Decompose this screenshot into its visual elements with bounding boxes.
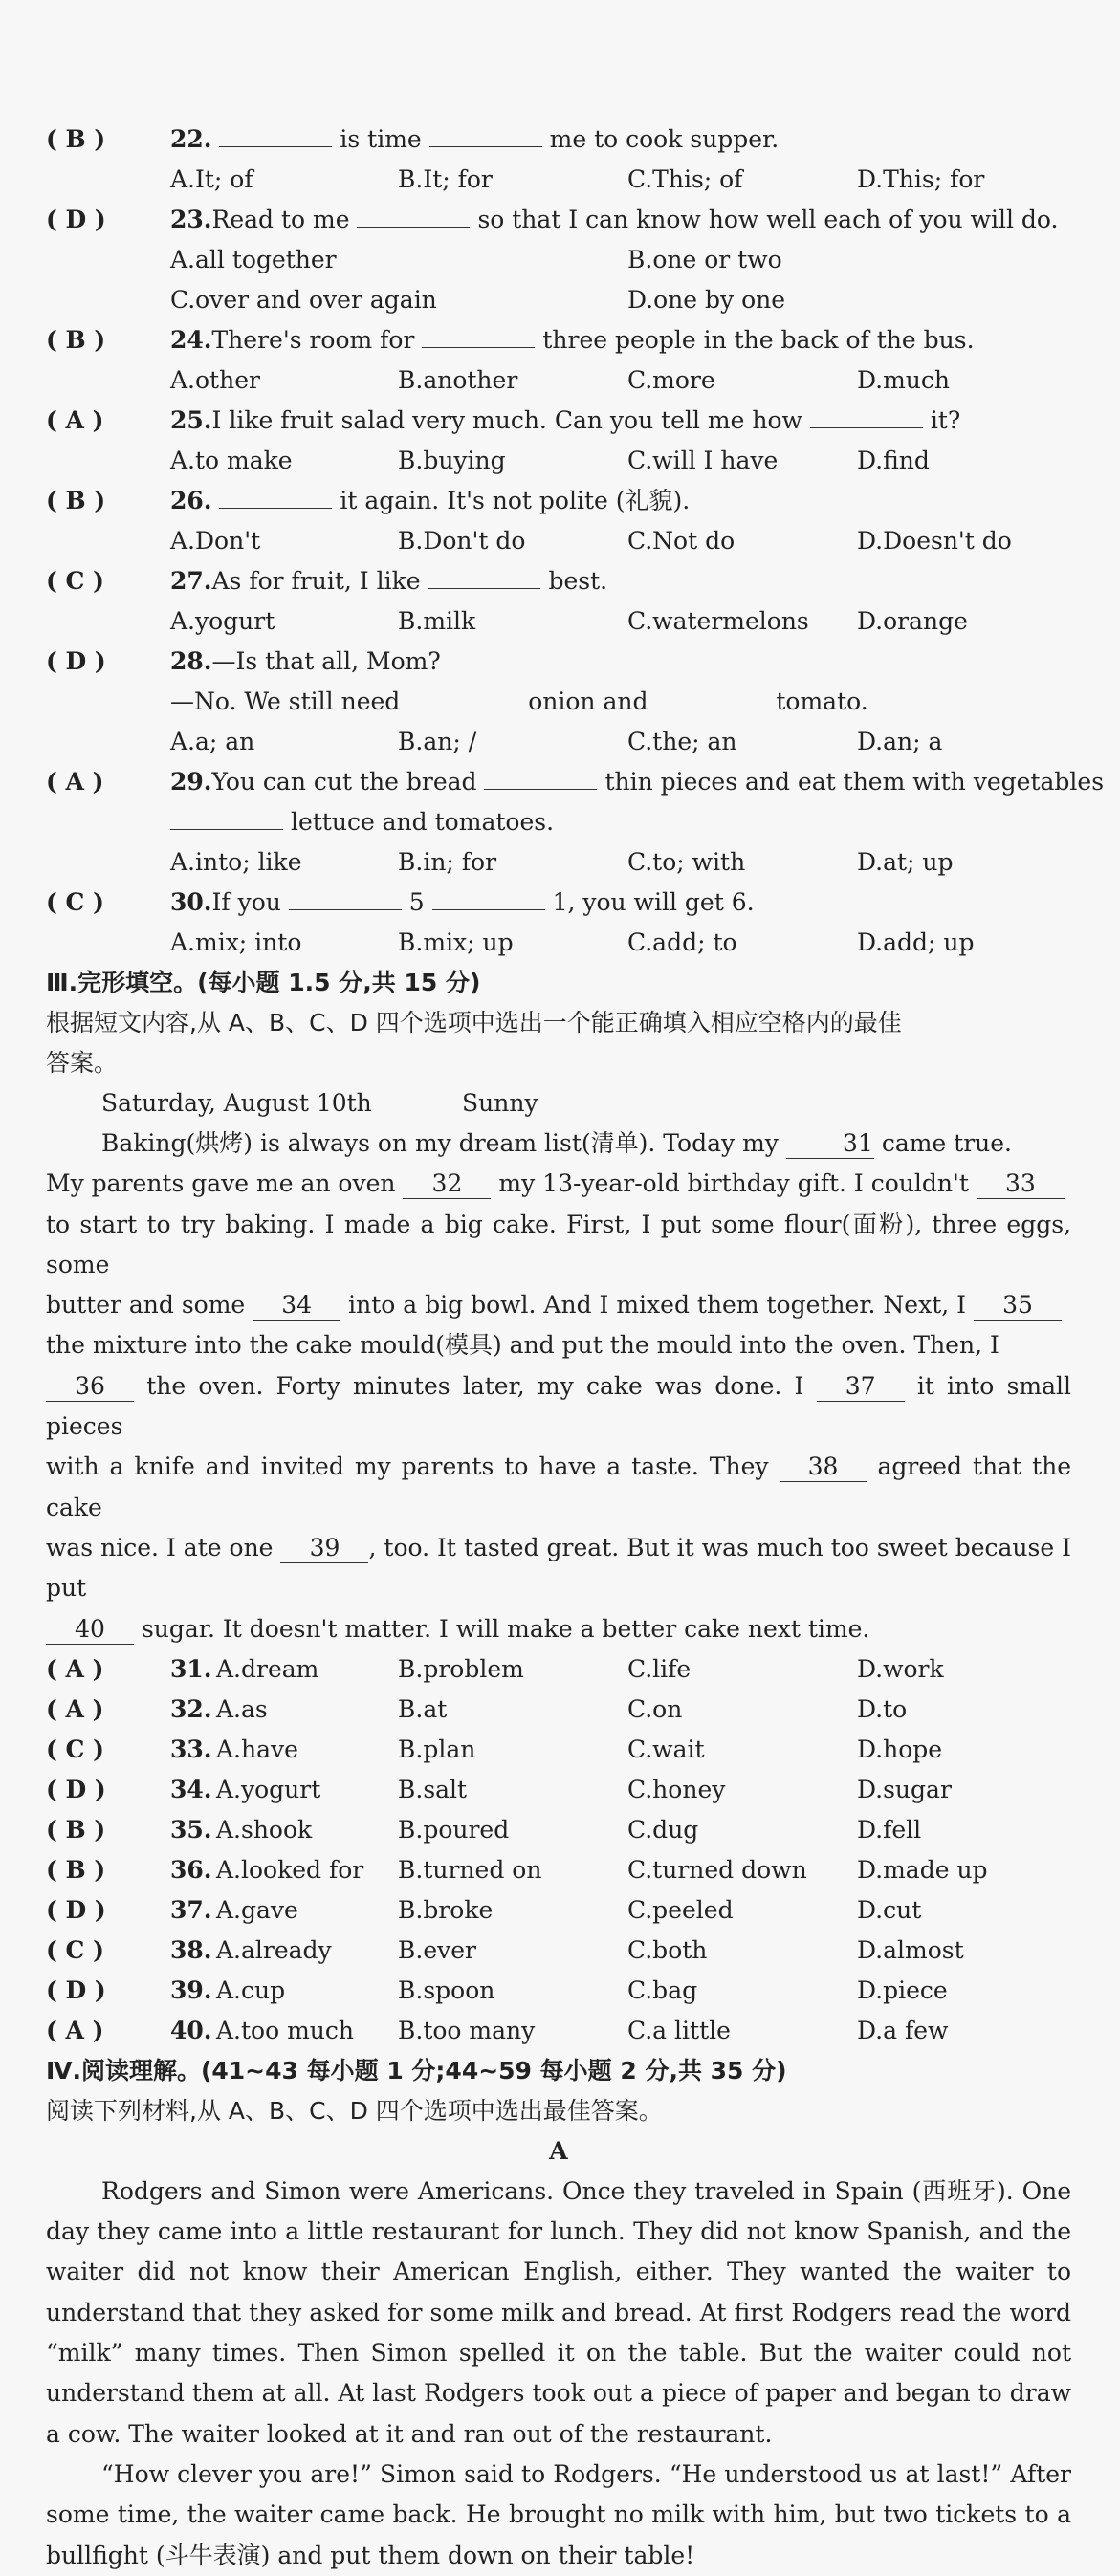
option-d: D.an; a — [857, 728, 943, 755]
options-28 — [46, 722, 1071, 762]
option-d: D.to — [857, 1694, 908, 1723]
option-c: C.over and over again — [170, 286, 437, 314]
option-a: A.yogurt — [216, 1775, 321, 1803]
cloze-blank: 35 — [974, 1291, 1062, 1321]
option-d: D.made up — [857, 1855, 988, 1884]
answer-mark: ( C ) — [46, 888, 104, 916]
section-3-instruction: 根据短文内容,从 A、B、C、D 四个选项中选出一个能正确填入相应空格内的最佳 — [46, 1009, 902, 1037]
answer-mark: ( A ) — [46, 1654, 104, 1683]
option-c: C.on — [627, 1694, 683, 1723]
stem-text: lettuce and tomatoes. — [290, 808, 555, 836]
blank — [170, 804, 283, 830]
option-a: A.shook — [216, 1815, 313, 1844]
option-c: C.watermelons — [627, 607, 809, 635]
stem-text: tomato. — [776, 688, 868, 715]
option-b: B.poured — [398, 1815, 510, 1844]
cloze-blank: 37 — [817, 1372, 905, 1402]
question-number: 28. — [170, 647, 212, 675]
option-a: A.have — [216, 1735, 298, 1763]
answer-mark: ( A ) — [46, 768, 104, 796]
cloze-question-35 — [46, 1810, 1071, 1850]
answer-mark: ( B ) — [46, 1855, 106, 1884]
option-c: C.wait — [627, 1735, 705, 1763]
question-28-line2 — [46, 682, 1071, 722]
option-a: A.looked for — [216, 1855, 364, 1884]
answer-mark: ( B ) — [46, 1815, 106, 1844]
stem-text: thin pieces and eat them with vegetables — [604, 768, 1105, 796]
option-a: A.cup — [216, 1976, 286, 2004]
cloze-options — [46, 1649, 1071, 2051]
question-25 — [46, 401, 1071, 441]
blank — [289, 884, 402, 910]
options-29 — [46, 842, 1071, 883]
question-number: 37. — [170, 1895, 212, 1924]
answer-mark: ( B ) — [46, 326, 106, 354]
options-27 — [46, 601, 1071, 642]
options-24 — [46, 360, 1071, 401]
stem-text: it again. It's not polite (礼貌). — [340, 487, 691, 514]
option-d: D.a few — [857, 2016, 949, 2044]
option-c: C.peeled — [627, 1895, 734, 1924]
option-a: A.gave — [216, 1895, 298, 1924]
question-number: 34. — [170, 1775, 212, 1803]
option-b: B.spoon — [398, 1976, 495, 2004]
stem-text: I like fruit salad very much. Can you tell me how — [211, 406, 802, 434]
options-22 — [46, 160, 1071, 200]
stem-text: is time — [340, 125, 422, 153]
option-d: D.cut — [857, 1895, 922, 1924]
answer-mark: ( D ) — [46, 1895, 106, 1924]
cloze-line: Baking(烘烤) is always on my dream list(清单). Today my 31 came true. — [101, 1129, 1013, 1157]
answer-mark: ( B ) — [46, 125, 106, 153]
blank — [219, 121, 332, 147]
question-22 — [46, 120, 1071, 160]
option-a: A.mix; into — [170, 928, 302, 956]
option-a: A.all together — [170, 246, 337, 273]
question-number: 23. — [170, 206, 212, 233]
option-d: D.work — [857, 1654, 944, 1683]
stem-text: As for fruit, I like — [211, 567, 421, 595]
section-3-title: Ⅲ.完形填空。(每小题 1.5 分,共 15 分) — [46, 969, 481, 996]
option-a: A.dream — [216, 1654, 319, 1683]
question-29-line2 — [46, 802, 1071, 842]
blank — [432, 884, 545, 910]
option-c: C.bag — [627, 1976, 698, 2004]
option-c: C.a little — [627, 2016, 731, 2044]
option-b: B.at — [398, 1694, 448, 1723]
answer-mark: ( D ) — [46, 1775, 106, 1803]
option-a: A.too much — [216, 2016, 355, 2044]
option-d: D.This; for — [857, 165, 985, 193]
option-b: B.Don't do — [398, 527, 526, 555]
option-d: D.one by one — [627, 286, 786, 314]
stem-text: There's room for — [211, 326, 415, 354]
stem-text: 1, you will get 6. — [552, 888, 755, 916]
question-number: 27. — [170, 567, 212, 595]
option-d: D.orange — [857, 607, 968, 635]
option-b: B.salt — [398, 1775, 468, 1803]
stem-text: it? — [930, 406, 961, 434]
option-b: B.milk — [398, 607, 476, 635]
option-b: B.plan — [398, 1735, 476, 1763]
cloze-line: 36 the oven. Forty minutes later, my cake was done. I 37 it into small pieces — [46, 1371, 1072, 1441]
stem-text: best. — [548, 567, 608, 595]
options-23-row1 — [46, 240, 1071, 280]
option-c: C.will I have — [627, 447, 779, 474]
option-c: C.Not do — [627, 527, 736, 555]
option-b: B.too many — [398, 2016, 536, 2044]
stem-text: me to cook supper. — [549, 125, 780, 153]
question-29 — [46, 762, 1105, 802]
option-c: C.the; an — [627, 728, 737, 755]
question-number: 39. — [170, 1976, 212, 2004]
cloze-blank: 33 — [977, 1169, 1065, 1199]
section-4-instruction: 阅读下列材料,从 A、B、C、D 四个选项中选出最佳答案。 — [46, 2096, 663, 2125]
question-number: 22. — [170, 125, 212, 153]
cloze-line: with a knife and invited my parents to have a taste. They 38 agreed that the cake — [46, 1452, 1072, 1521]
paragraph-1: Rodgers and Simon were Americans. Once they traveled in Spain (西班牙). One day they came into a little restaurant for lunch. They did not know Spanish, and the waiter did not know their American English, either. They wanted the waiter to understand that they asked for some milk and bread. At first Rodgers read the word “milk” many times. Then Simon spelled it on the table. But the waiter could not understand them at all. At last Rodgers took out a piece of paper and began to draw a cow. The waiter looked at it and ran out of the restaurant. — [46, 2176, 1071, 2448]
answer-mark: ( A ) — [46, 1694, 104, 1723]
cloze-blank: 38 — [780, 1452, 867, 1482]
question-number: 33. — [170, 1735, 212, 1763]
cloze-passage — [46, 1124, 1071, 1649]
option-d: D.Doesn't do — [857, 527, 1012, 555]
option-a: A.other — [170, 366, 260, 394]
cloze-blank: 39 — [280, 1534, 368, 1563]
cloze-line: was nice. I ate one 39 , too. It tasted great. But it was much too sweet because I put — [46, 1533, 1071, 1603]
option-b: B.It; for — [398, 165, 493, 193]
option-c: C.life — [627, 1654, 692, 1683]
cloze-question-36 — [46, 1850, 1071, 1890]
cloze-line: butter and some 34 into a big bowl. And I mixed them together. Next, I 35 — [46, 1285, 1071, 1325]
answer-mark: ( A ) — [46, 406, 104, 434]
option-c: C.turned down — [627, 1855, 807, 1884]
reading-passage — [46, 2172, 1071, 2576]
question-number: 36. — [170, 1855, 212, 1884]
option-b: B.turned on — [398, 1855, 542, 1884]
stem-text: —No. We still need — [170, 688, 401, 715]
paragraph-2: “How clever you are!” Simon said to Rodgers. “He understood us at last!” After some time, the waiter came back. He brought no milk with him, but two tickets to a bullfight (斗牛表演) and put them down on their table! — [46, 2459, 1071, 2569]
question-number: 40. — [170, 2016, 212, 2044]
answer-mark: ( C ) — [46, 1735, 104, 1763]
option-c: C.dug — [627, 1815, 699, 1844]
question-number: 25. — [170, 406, 212, 434]
passage-heading: A — [549, 2136, 568, 2165]
option-a: A.as — [216, 1694, 268, 1723]
cloze-blank: 32 — [403, 1169, 491, 1199]
option-a: A.already — [216, 1935, 332, 1964]
option-d: D.fell — [857, 1815, 922, 1844]
option-b: B.broke — [398, 1895, 494, 1924]
option-b: B.an; / — [398, 728, 477, 755]
cloze-question-32 — [46, 1690, 1071, 1730]
options-30 — [46, 923, 1071, 963]
option-a: A.to make — [170, 447, 293, 474]
question-number: 35. — [170, 1815, 212, 1844]
option-a: A.yogurt — [170, 607, 275, 635]
blank — [655, 684, 768, 709]
option-d: D.at; up — [857, 848, 954, 876]
blank — [357, 202, 470, 228]
option-b: B.in; for — [398, 848, 497, 876]
cloze-line: the mixture into the cake mould(模具) and put the mould into the oven. Then, I — [46, 1331, 999, 1360]
blank — [428, 563, 540, 589]
cloze-question-31 — [46, 1649, 1071, 1690]
diary-header — [46, 1083, 1071, 1124]
cloze-blank: 36 — [46, 1372, 134, 1402]
diary-weather: Sunny — [462, 1089, 538, 1117]
question-number: 31. — [170, 1654, 212, 1683]
cloze-question-38 — [46, 1931, 1071, 1971]
question-28 — [46, 642, 1071, 682]
diary-date: Saturday, August 10th — [101, 1089, 372, 1117]
option-b: B.buying — [398, 447, 506, 474]
stem-text: If you — [211, 888, 281, 916]
cloze-line: to start to try baking. I made a big cake. First, I put some flour(面粉), three eggs, some — [46, 1210, 1071, 1278]
cloze-blank: 34 — [253, 1291, 340, 1321]
stem-text: Read to me — [211, 206, 350, 233]
cloze-question-34 — [46, 1770, 1071, 1810]
section-4-title: Ⅳ.阅读理解。(41~43 每小题 1 分;44~59 每小题 2 分,共 35 分) — [46, 2056, 787, 2085]
cloze-question-39 — [46, 1971, 1071, 2011]
question-26 — [46, 481, 1071, 521]
option-b: B.one or two — [627, 246, 782, 273]
stem-text: onion and — [528, 688, 648, 715]
option-b: B.ever — [398, 1935, 476, 1964]
option-c: C.both — [627, 1935, 708, 1964]
stem-text: so that I can know how well each of you will do. — [477, 206, 1059, 233]
stem-text: 5 — [408, 888, 425, 916]
option-d: D.add; up — [857, 928, 975, 956]
option-a: A.into; like — [170, 848, 302, 876]
blank — [810, 403, 923, 428]
option-d: D.find — [857, 447, 930, 474]
answer-mark: ( D ) — [46, 1976, 106, 2004]
cloze-line: 40 sugar. It doesn't matter. I will make a better cake next time. — [46, 1609, 1071, 1649]
blank — [429, 121, 542, 147]
question-24 — [46, 320, 1071, 360]
stem-text: You can cut the bread — [211, 768, 477, 796]
option-c: C.add; to — [627, 928, 737, 956]
question-number: 26. — [170, 487, 212, 514]
question-number: 38. — [170, 1935, 212, 1964]
option-b: B.problem — [398, 1654, 524, 1683]
options-26 — [46, 521, 1071, 561]
question-30 — [46, 883, 1071, 923]
option-c: C.This; of — [627, 165, 743, 193]
stem-text: three people in the back of the bus. — [542, 326, 975, 354]
answer-mark: ( D ) — [46, 206, 106, 233]
options-23-row2 — [46, 280, 1071, 320]
cloze-blank: 31 — [786, 1129, 874, 1159]
option-d: D.much — [857, 366, 951, 394]
question-number: 32. — [170, 1694, 212, 1723]
option-a: A.a; an — [170, 728, 255, 755]
cloze-question-37 — [46, 1890, 1071, 1931]
answer-mark: ( C ) — [46, 1935, 104, 1964]
option-d: D.hope — [857, 1735, 943, 1763]
blank — [219, 483, 332, 509]
option-b: B.mix; up — [398, 928, 514, 956]
blank — [484, 764, 597, 790]
question-27 — [46, 561, 1071, 601]
question-23 — [46, 200, 1071, 240]
options-25 — [46, 441, 1071, 481]
option-a: A.It; of — [170, 165, 253, 193]
answer-mark: ( B ) — [46, 487, 106, 514]
option-c: C.to; with — [627, 848, 746, 876]
option-a: A.Don't — [170, 527, 261, 555]
worksheet-page — [46, 120, 1105, 2576]
option-d: D.piece — [857, 1976, 948, 2004]
question-number: 30. — [170, 888, 212, 916]
cloze-question-40 — [46, 2011, 1071, 2051]
option-d: D.almost — [857, 1935, 964, 1964]
option-c: C.more — [627, 366, 715, 394]
cloze-question-33 — [46, 1730, 1071, 1770]
answer-mark: ( C ) — [46, 567, 104, 595]
stem-text: —Is that all, Mom? — [211, 647, 441, 675]
cloze-line: My parents gave me an oven 32 my 13-year-old birthday gift. I couldn't 33 — [46, 1164, 1071, 1204]
answer-mark: ( A ) — [46, 2016, 104, 2044]
option-b: B.another — [398, 366, 518, 394]
option-c: C.honey — [627, 1775, 726, 1803]
answer-mark: ( D ) — [46, 647, 106, 675]
blank — [407, 684, 520, 709]
blank — [422, 322, 535, 348]
cloze-blank: 40 — [46, 1615, 134, 1645]
option-d: D.sugar — [857, 1775, 952, 1803]
section-3-instruction-cont: 答案。 — [46, 1049, 119, 1077]
question-number: 24. — [170, 326, 212, 354]
question-number: 29. — [170, 768, 212, 796]
